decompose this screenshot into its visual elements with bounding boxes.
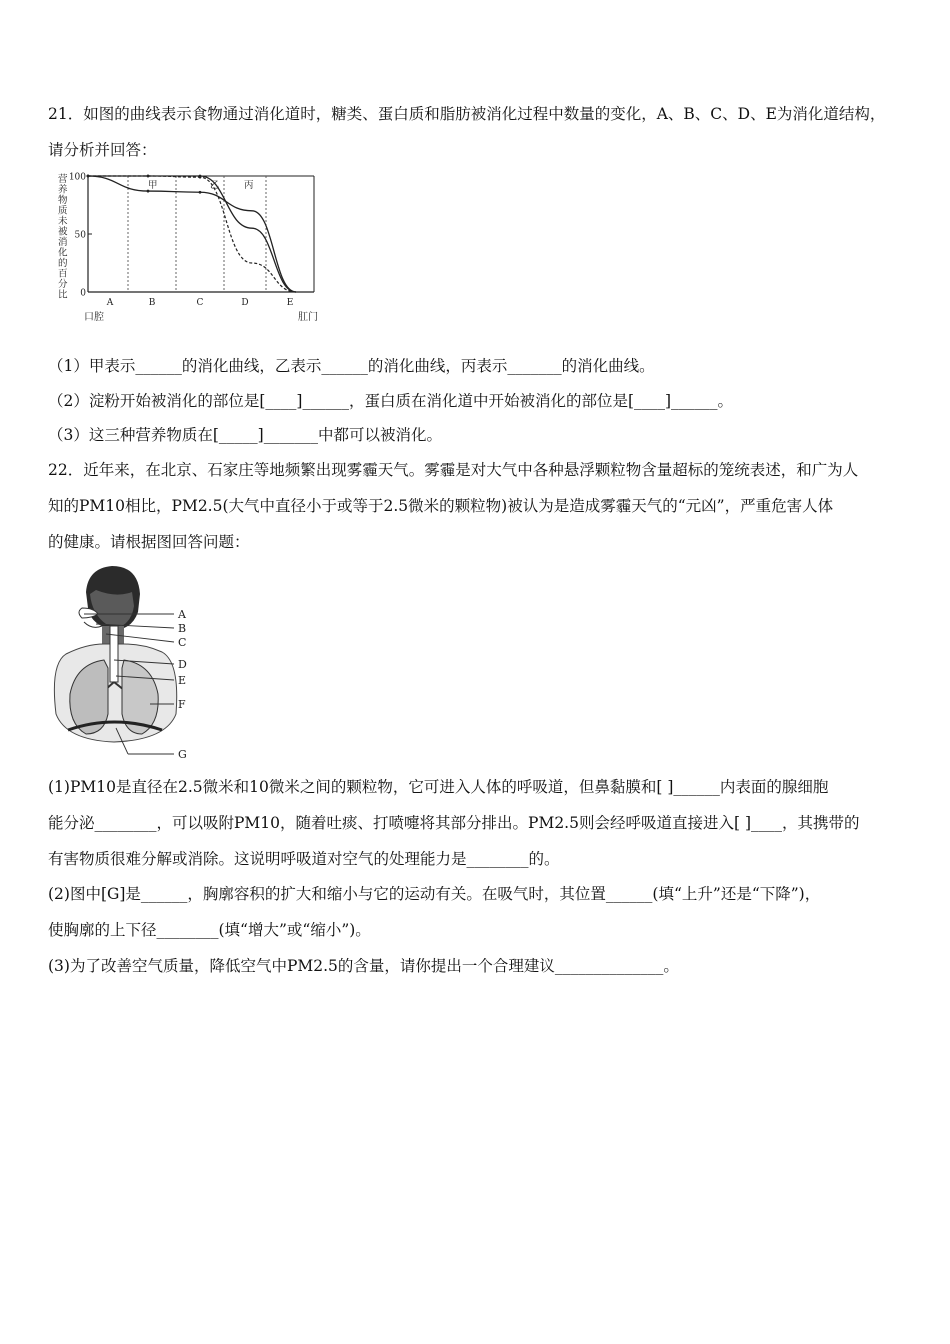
- ylabel-char: 分: [58, 279, 68, 290]
- respiratory-diagram: [46, 564, 196, 764]
- q22-stem-line1: 22．近年来，在北京、石家庄等地频繁出现雾霾天气。雾霾是对大气中各种悬浮颗粒物含量超标的笼统表述，和广为人: [48, 461, 859, 479]
- x-tick-label: E: [286, 298, 294, 308]
- x-tick-label: C: [196, 298, 204, 308]
- ylabel-char: 养: [58, 184, 68, 196]
- y-tick-label: 100: [68, 172, 86, 183]
- ylabel-char: 比: [58, 289, 68, 301]
- ylabel-char: 质: [58, 205, 68, 217]
- chart-end-label: 肛门: [298, 312, 318, 323]
- q22-sub2-line1: (2)图中[G]是______，胸廓容积的扩大和缩小与它的运动有关。在吸气时，其位置______(填“上升”还是“下降”)，: [48, 885, 821, 903]
- y-tick-label: 0: [80, 288, 86, 299]
- q22-sub1-line1: (1)PM10是直径在2.5微米和10微米之间的颗粒物，它可进入人体的呼吸道，但鼻黏膜和[ ]______内表面的腺细胞: [48, 778, 829, 796]
- curve-point: [199, 175, 202, 178]
- series-label-丙: 丙: [244, 180, 254, 191]
- series-label-甲: 甲: [148, 180, 158, 191]
- curve-point: [87, 175, 90, 178]
- q22-stem-line3: 的健康。请根据图回答问题：: [48, 533, 250, 551]
- x-tick-label: A: [106, 298, 114, 308]
- ylabel-char: 物: [58, 195, 68, 206]
- diagram-label-E: E: [178, 674, 187, 687]
- q21-stem-line2: 请分析并回答：: [48, 141, 157, 159]
- ylabel-char: 的: [58, 258, 68, 269]
- q21-stem-line1: 21．如图的曲线表示食物通过消化道时，糖类、蛋白质和脂肪被消化过程中数量的变化，A、B、C、D、E为消化道结构，: [48, 105, 886, 123]
- ylabel-char: 化: [58, 247, 68, 259]
- y-tick-label: 50: [74, 230, 86, 241]
- q22-sub1-line2: 能分泌________，可以吸附PM10，随着吐痰、打喷嚏将其部分排出。PM2.5则会经呼吸道直接进入[ ]____，其携带的: [48, 814, 860, 832]
- ylabel-char: 消: [58, 237, 68, 248]
- curve-丙: [88, 176, 296, 292]
- q22-sub3: (3)为了改善空气质量，降低空气中PM2.5的含量，请你提出一个合理建议______________。: [48, 957, 679, 975]
- curve-甲: [88, 176, 296, 292]
- ylabel-char: 百: [58, 268, 68, 280]
- q21-sub2: （2）淀粉开始被消化的部位是[____]______，蛋白质在消化道中开始被消化的部位是[____]______。: [48, 392, 734, 410]
- q22-stem-line2: 知的PM10相比，PM2.5(大气中直径小于或等于2.5微米的颗粒物)被认为是造成雾霾天气的“元凶”，严重危害人体: [48, 497, 834, 515]
- diagram-label-A: A: [178, 608, 186, 621]
- curve-point: [147, 175, 150, 178]
- chart-ylabel: [58, 173, 68, 301]
- x-tick-label: D: [241, 298, 249, 308]
- diagram-label-C: C: [178, 636, 187, 649]
- diagram-label-G: G: [178, 748, 187, 761]
- q21-sub3: （3）这三种营养物质在[_____]_______中都可以被消化。: [48, 426, 442, 444]
- curve-乙: [88, 176, 296, 292]
- diagram-label-F: F: [178, 698, 186, 711]
- diagram-label-D: D: [178, 658, 187, 671]
- curve-point: [199, 191, 202, 194]
- ylabel-char: 被: [58, 226, 68, 238]
- x-tick-label: B: [148, 298, 156, 308]
- chart-start-label: 口腔: [84, 312, 104, 323]
- q21-sub1: （1）甲表示______的消化曲线，乙表示______的消化曲线，丙表示_______的消化曲线。: [48, 357, 655, 375]
- q22-sub1-line3: 有害物质很难分解或消除。这说明呼吸道对空气的处理能力是________的。: [48, 850, 560, 868]
- digestion-chart: [48, 168, 328, 328]
- series-label-乙: 乙: [210, 180, 220, 191]
- ylabel-char: 未: [58, 216, 68, 227]
- q22-sub2-line2: 使胸廓的上下径________(填“增大”或“缩小”)。: [48, 921, 371, 939]
- ylabel-char: 营: [58, 174, 68, 185]
- diagram-label-B: B: [178, 622, 187, 635]
